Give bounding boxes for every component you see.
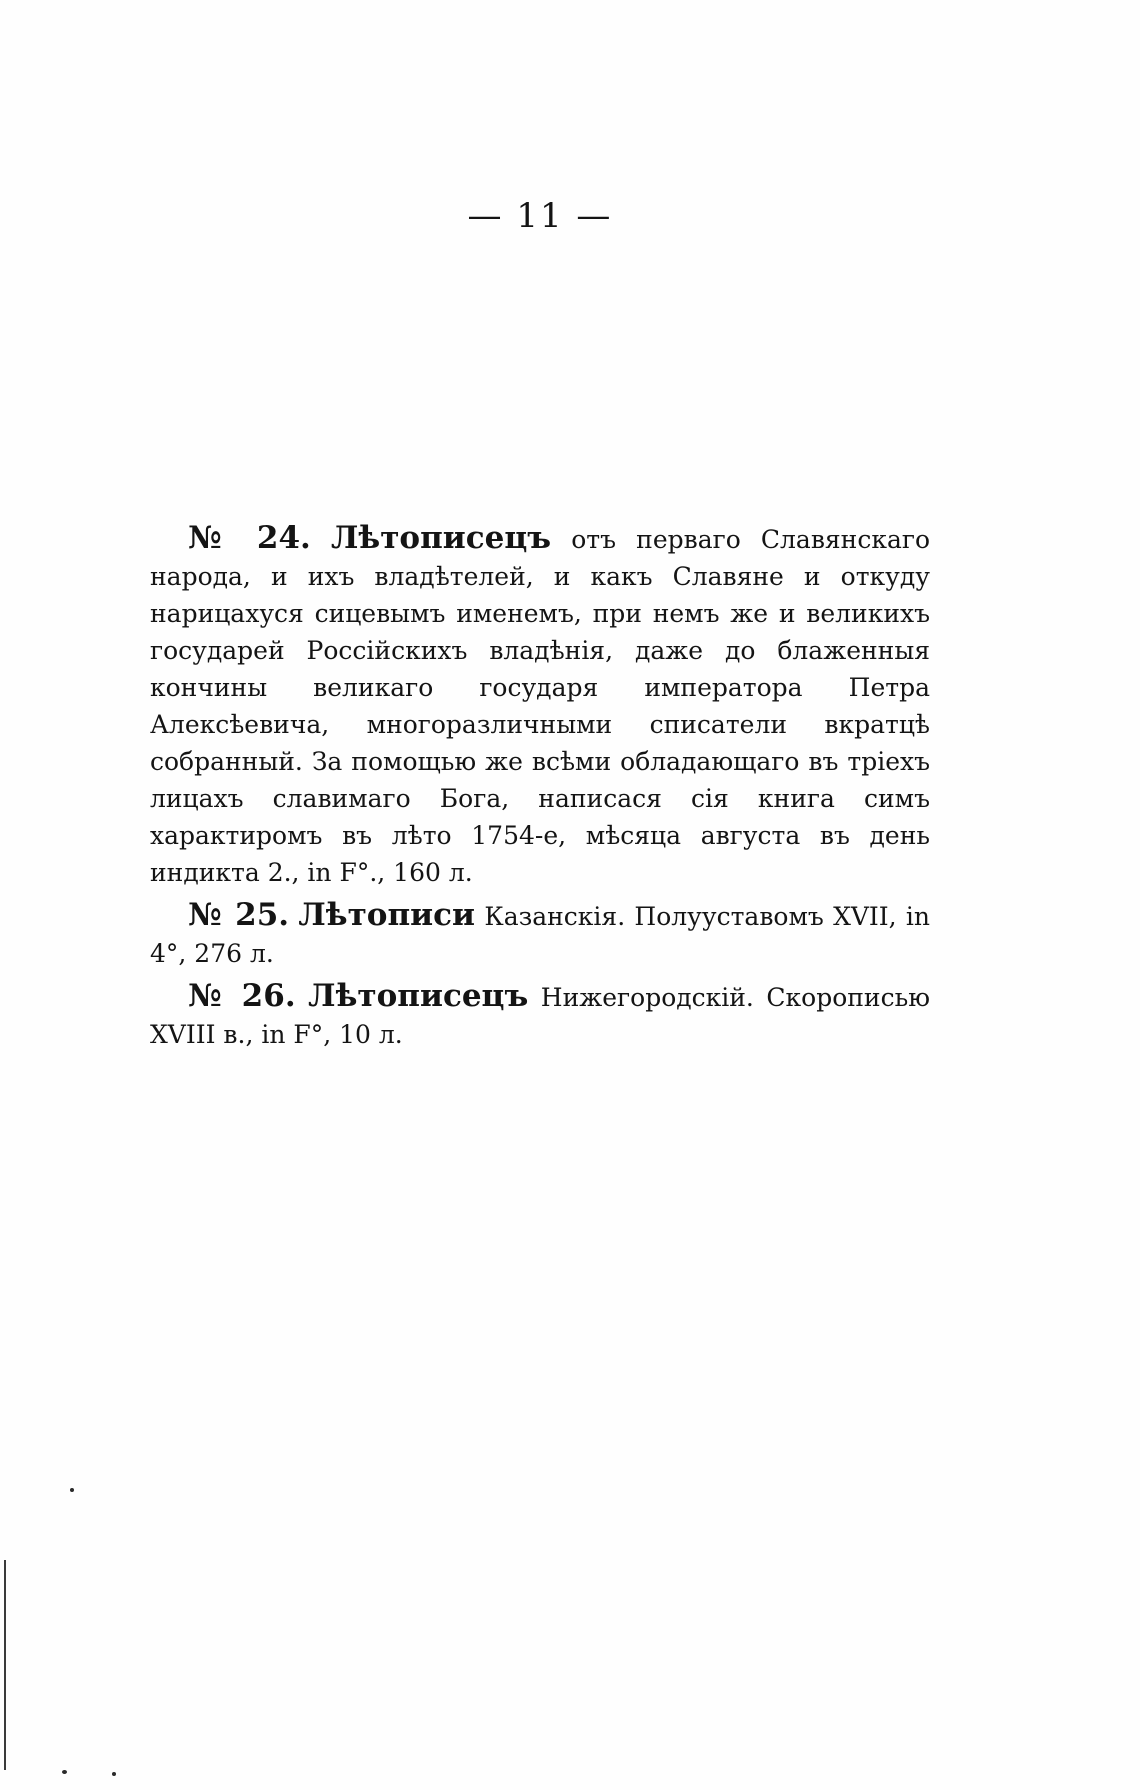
entry-number: № 25. bbox=[188, 897, 290, 933]
catalog-entry bbox=[150, 520, 930, 891]
scan-edge-mark bbox=[4, 1560, 6, 1770]
catalog-entry bbox=[150, 897, 930, 972]
catalog-entry bbox=[150, 978, 930, 1053]
page-number: — 11 — bbox=[467, 196, 613, 236]
entry-text: отъ перваго Славянскаго народа, и ихъ владѣтелей, и какъ Славяне и откуду нарицахуся сицевымъ именемъ, при немъ же и великихъ государей Россійскихъ владѣнія, даже до блаженныя кончины великаго государя императора Петра Алексѣевича, многоразличными списатели вкратцѣ собранный. За помощью же всѣми обладающаго въ тріехъ лицахъ славимаго Бога, написася сія книга симъ характиромъ въ лѣто 1754-е, мѣсяца августа въ день индикта 2., in F°., 160 л. bbox=[150, 525, 931, 887]
entry-title: Лѣтописецъ bbox=[331, 520, 552, 556]
entry-title: Лѣтописецъ bbox=[308, 978, 529, 1014]
entry-title: Лѣтописи bbox=[298, 897, 476, 933]
entry-number: № 24. bbox=[188, 520, 311, 556]
entry-number: № 26. bbox=[188, 978, 296, 1014]
scan-speck bbox=[112, 1772, 116, 1776]
scan-speck bbox=[62, 1770, 67, 1774]
entry-text: Казанскія. Полууставомъ XVII, in 4°, 276 л. bbox=[150, 902, 931, 968]
page-body bbox=[150, 520, 930, 1059]
scan-speck bbox=[70, 1488, 74, 1492]
entry-text: Нижегородскій. Скорописью XVIII в., in F°, 10 л. bbox=[150, 983, 930, 1049]
